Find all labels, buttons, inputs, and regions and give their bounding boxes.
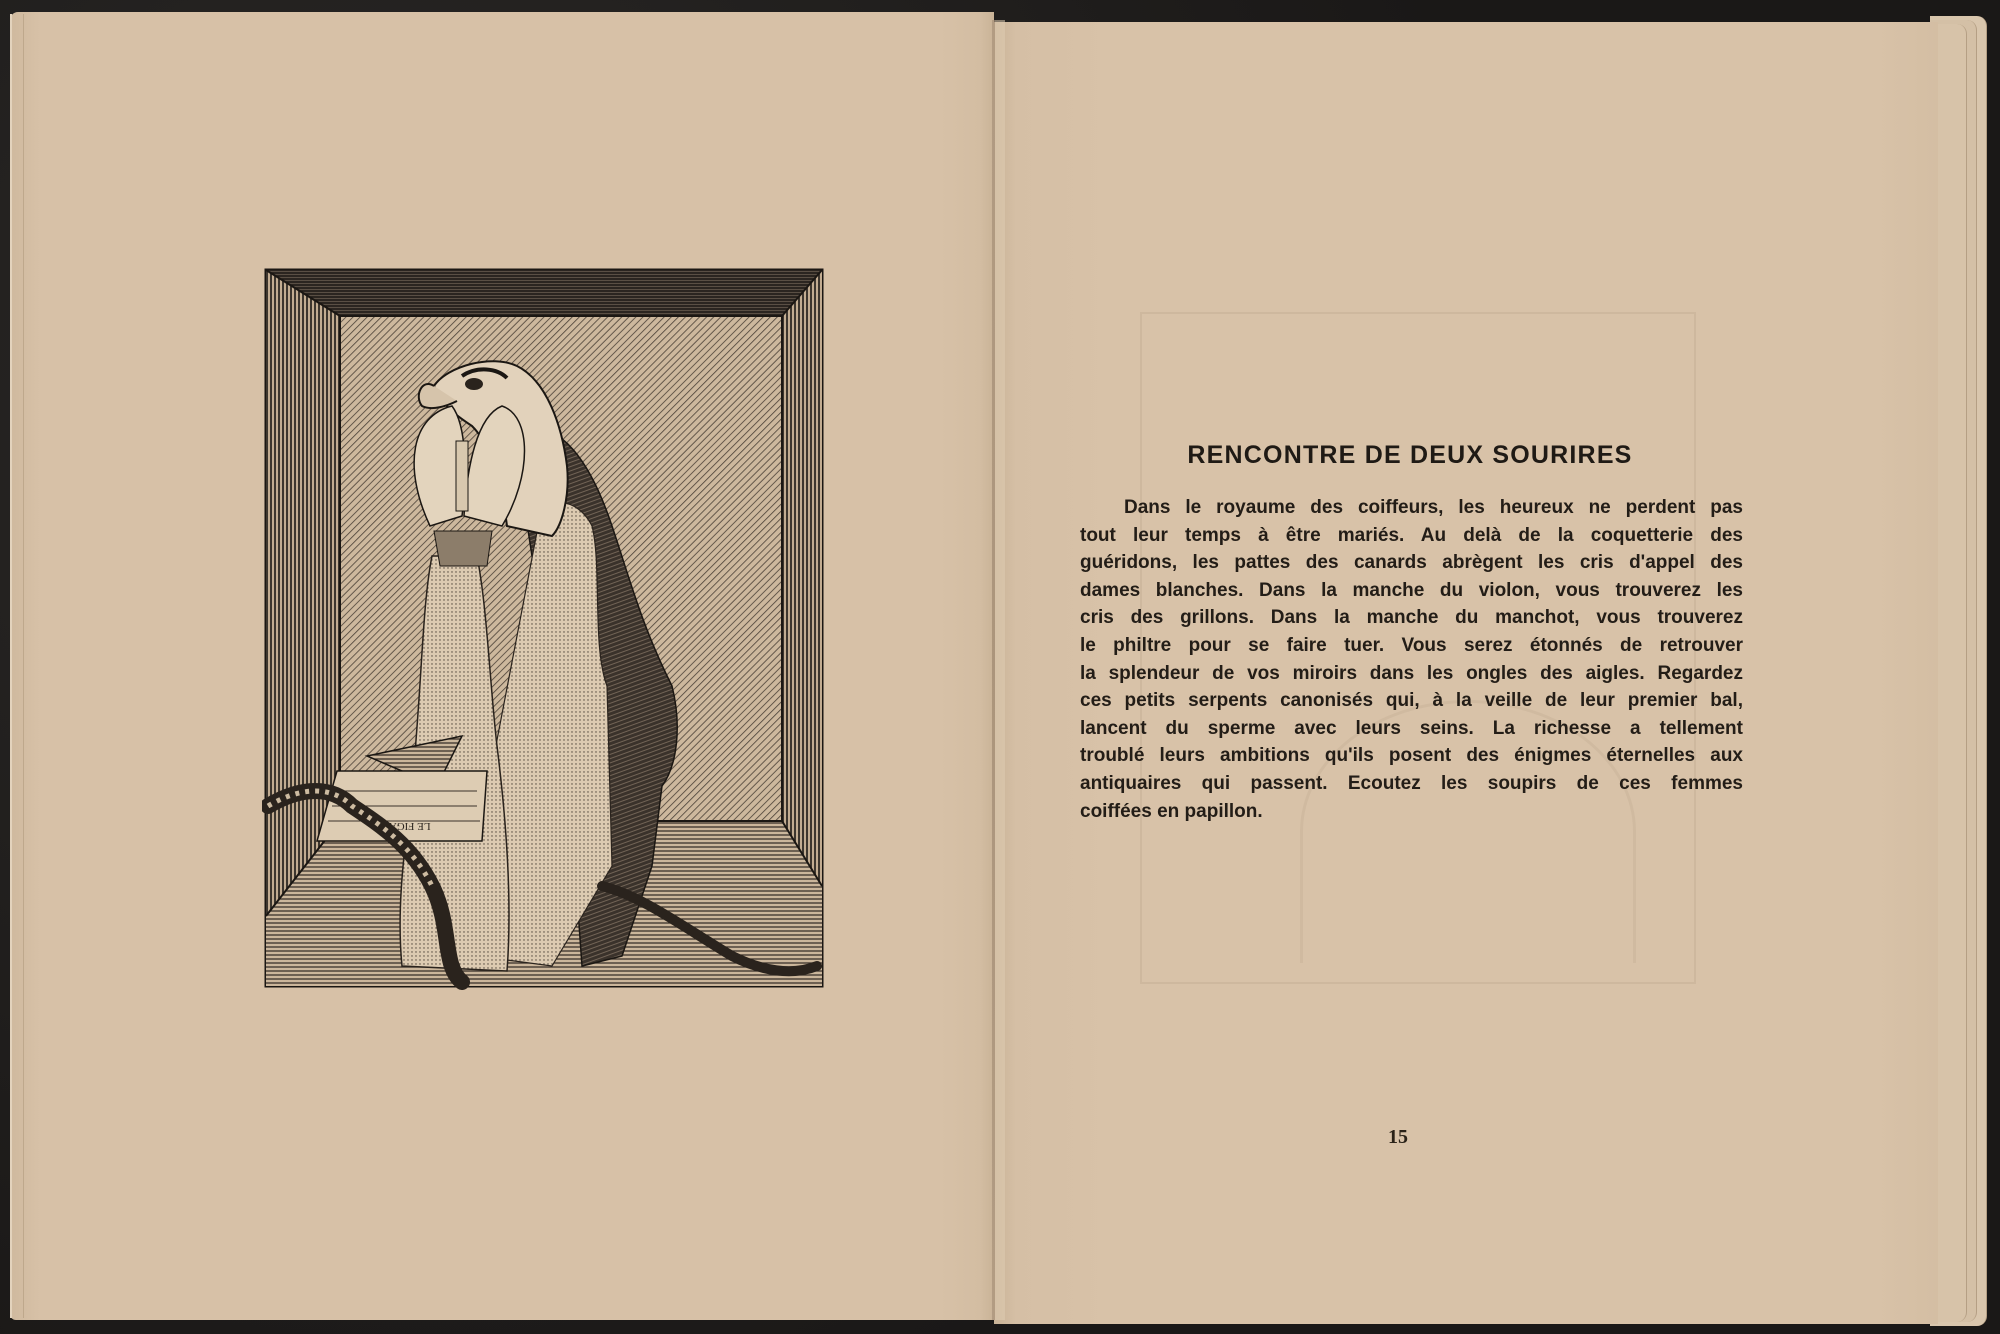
newspaper-title: LE FIGARO — [373, 820, 431, 832]
eagle-eye — [465, 378, 483, 390]
text-line: troublé leurs ambitions qu'ils posent des énigmes éternelles aux — [1080, 745, 1743, 767]
page-number: 15 — [1388, 1126, 1408, 1148]
text-line: ces petits serpents canonisés qui, à la veille de leur premier bal, — [1080, 690, 1743, 712]
collage-illustration — [262, 266, 826, 990]
left-page-edge — [10, 14, 24, 1318]
room-ceiling — [266, 270, 822, 316]
text-line: lancent du sperme avec leurs seins. La richesse a tellement — [1080, 717, 1743, 739]
text-line: dames blanches. Dans la manche du violon, vous trouverez les — [1080, 579, 1743, 601]
gutter-highlight — [995, 20, 1005, 1320]
seated-figure-neck — [434, 531, 492, 566]
text-line: cris des grillons. Dans la manche du manchot, vous trouverez — [1080, 607, 1743, 629]
text-line: coiffées en papillon. — [1080, 800, 1263, 822]
engraving-svg — [262, 266, 826, 990]
chapter-title: RENCONTRE DE DEUX SOURIRES — [1187, 440, 1633, 469]
insect-head — [456, 441, 468, 511]
room-right-wall — [782, 270, 822, 886]
body-paragraph — [1080, 494, 1743, 825]
text-line: guéridons, les pattes des canards abrègent les cris d'appel des — [1080, 552, 1743, 574]
text-line: le philtre pour se faire tuer. Vous serez étonnés de retrouver — [1080, 634, 1743, 656]
text-line: Dans le royaume des coiffeurs, les heureux ne perdent pas — [1124, 497, 1743, 518]
text-line: la splendeur de vos miroirs dans les ongles des aigles. Regardez — [1080, 662, 1743, 684]
text-line: antiquaires qui passent. Ecoutez les soupirs de ces femmes — [1080, 772, 1743, 794]
text-line: tout leur temps à être mariés. Au delà de la coquetterie des — [1080, 524, 1743, 546]
